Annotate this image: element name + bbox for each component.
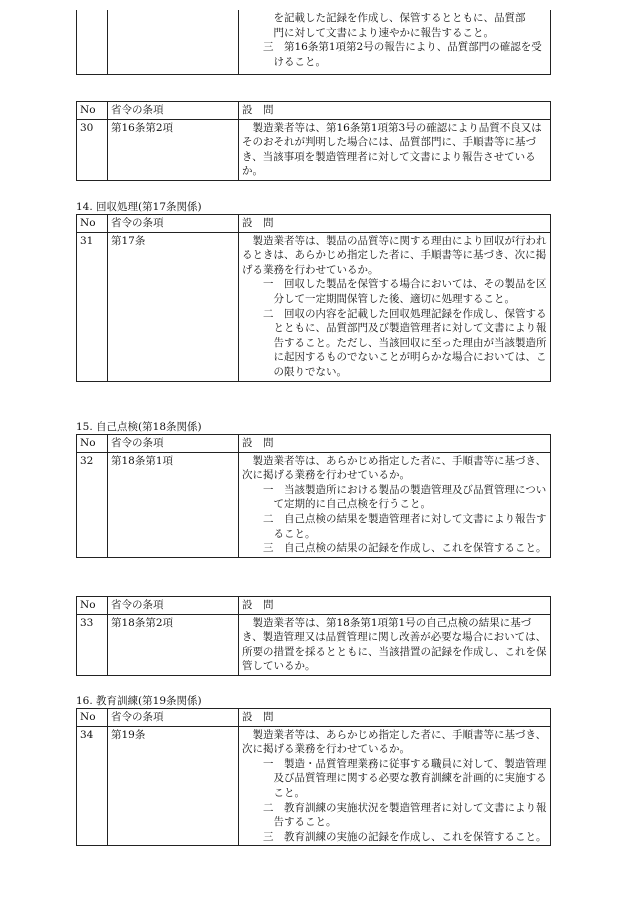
row-no: 32 — [77, 452, 108, 557]
question-item-2: 二 自己点検の結果を製造管理者に対して文書により報告すること。 — [263, 512, 547, 540]
row-article: 第18条第1項 — [108, 452, 239, 557]
header-no: No — [77, 709, 108, 727]
continued-table — [76, 10, 551, 75]
section-15-title: 15. 自己点検(第18条関係) — [76, 421, 202, 433]
question-text: 製造業者等は、あらかじめ指定した者に、手順書等に基づき、次に掲げる業務を行わせているか。 — [242, 728, 547, 756]
section-16-title: 16. 教育訓練(第19条関係) — [76, 695, 202, 707]
continued-line-1: を記載した記録を作成し、保管するとともに、品質部 — [273, 12, 526, 24]
question-text: 製造業者等は、第16条第1項第3号の確認により品質不良又はそのおそれが判明した場合には、品質部門に、手順書等に基づき、当該事項を製造管理者に対して文書により報告させているか。 — [242, 121, 542, 178]
header-question: 設 問 — [239, 597, 551, 615]
table-row — [77, 726, 551, 846]
question-text: 製造業者等は、あらかじめ指定した者に、手順書等に基づき、次に掲げる業務を行わせているか。 — [242, 454, 547, 482]
header-no: No — [77, 215, 108, 233]
table-33 — [76, 596, 551, 676]
question-item-2: 二 回収の内容を記載した回収処理記録を作成し、保管するとともに、品質部門及び製造管理者に対して文書により報告すること。ただし、当該回収に至った理由が当該製造所に起因するものでないことが明らかな場合においては、この限りでない。 — [263, 307, 547, 378]
header-article: 省令の条項 — [108, 102, 239, 120]
header-no: No — [77, 597, 108, 615]
header-question: 設 問 — [239, 709, 551, 727]
row-no: 30 — [77, 119, 108, 180]
row-question — [239, 452, 551, 557]
question-item-2: 二 教育訓練の実施状況を製造管理者に対して文書により報告すること。 — [263, 801, 547, 829]
question-item-3: 三 教育訓練の実施の記録を作成し、これを保管すること。 — [263, 830, 547, 843]
header-question: 設 問 — [239, 215, 551, 233]
header-article: 省令の条項 — [108, 597, 239, 615]
question-item-1: 一 当該製造所における製品の製造管理及び品質管理について定期的に自己点検を行うこと。 — [263, 483, 547, 511]
table-row — [77, 232, 551, 381]
table-31 — [76, 214, 551, 382]
row-no: 34 — [77, 726, 108, 846]
question-text: 製造業者等は、製品の品質等に関する理由により回収が行われるときは、あらかじめ指定した者に、手順書等に基づき、次に掲げる業務を行わせているか。 — [242, 234, 547, 276]
row-question — [239, 614, 551, 675]
row-article: 第19条 — [108, 726, 239, 846]
table-30 — [76, 101, 551, 181]
table-32 — [76, 434, 551, 558]
continued-question-cell — [239, 10, 551, 75]
continued-item-3: 三 第16条第1項第2号の報告により、品質部門の確認を受けること。 — [263, 41, 542, 68]
header-question: 設 問 — [239, 435, 551, 453]
header-no: No — [77, 435, 108, 453]
row-question — [239, 726, 551, 846]
question-item-1: 一 回収した製品を保管する場合においては、その製品を区分して一定期間保管した後、適切に処理すること。 — [263, 278, 547, 305]
header-question: 設 問 — [239, 102, 551, 120]
row-article: 第17条 — [108, 232, 239, 381]
header-article: 省令の条項 — [108, 215, 239, 233]
header-article: 省令の条項 — [108, 709, 239, 727]
row-question — [239, 232, 551, 381]
question-item-1: 一 製造・品質管理業務に従事する職員に対して、製造管理及び品質管理に関する必要な教育訓練を計画的に実施すること。 — [263, 757, 547, 799]
table-row — [77, 614, 551, 675]
row-question — [239, 119, 551, 180]
question-item-3: 三 自己点検の結果の記録を作成し、これを保管すること。 — [263, 542, 547, 555]
table-row — [77, 119, 551, 180]
row-no: 31 — [77, 232, 108, 381]
table-34 — [76, 708, 551, 846]
table-row — [77, 452, 551, 557]
row-no: 33 — [77, 614, 108, 675]
question-text: 製造業者等は、第18条第1項第1号の自己点検の結果に基づき、製造管理又は品質管理に関し改善が必要な場合においては、所要の措置を採るとともに、当該措置の記録を作成し、これを保管しているか。 — [242, 616, 547, 673]
header-article: 省令の条項 — [108, 435, 239, 453]
section-14-title: 14. 回収処理(第17条関係) — [76, 201, 202, 213]
header-no: No — [77, 102, 108, 120]
continued-line-2: 門に対して文書により速やかに報告すること。 — [273, 26, 494, 39]
row-article: 第18条第2項 — [108, 614, 239, 675]
row-article: 第16条第2項 — [108, 119, 239, 180]
